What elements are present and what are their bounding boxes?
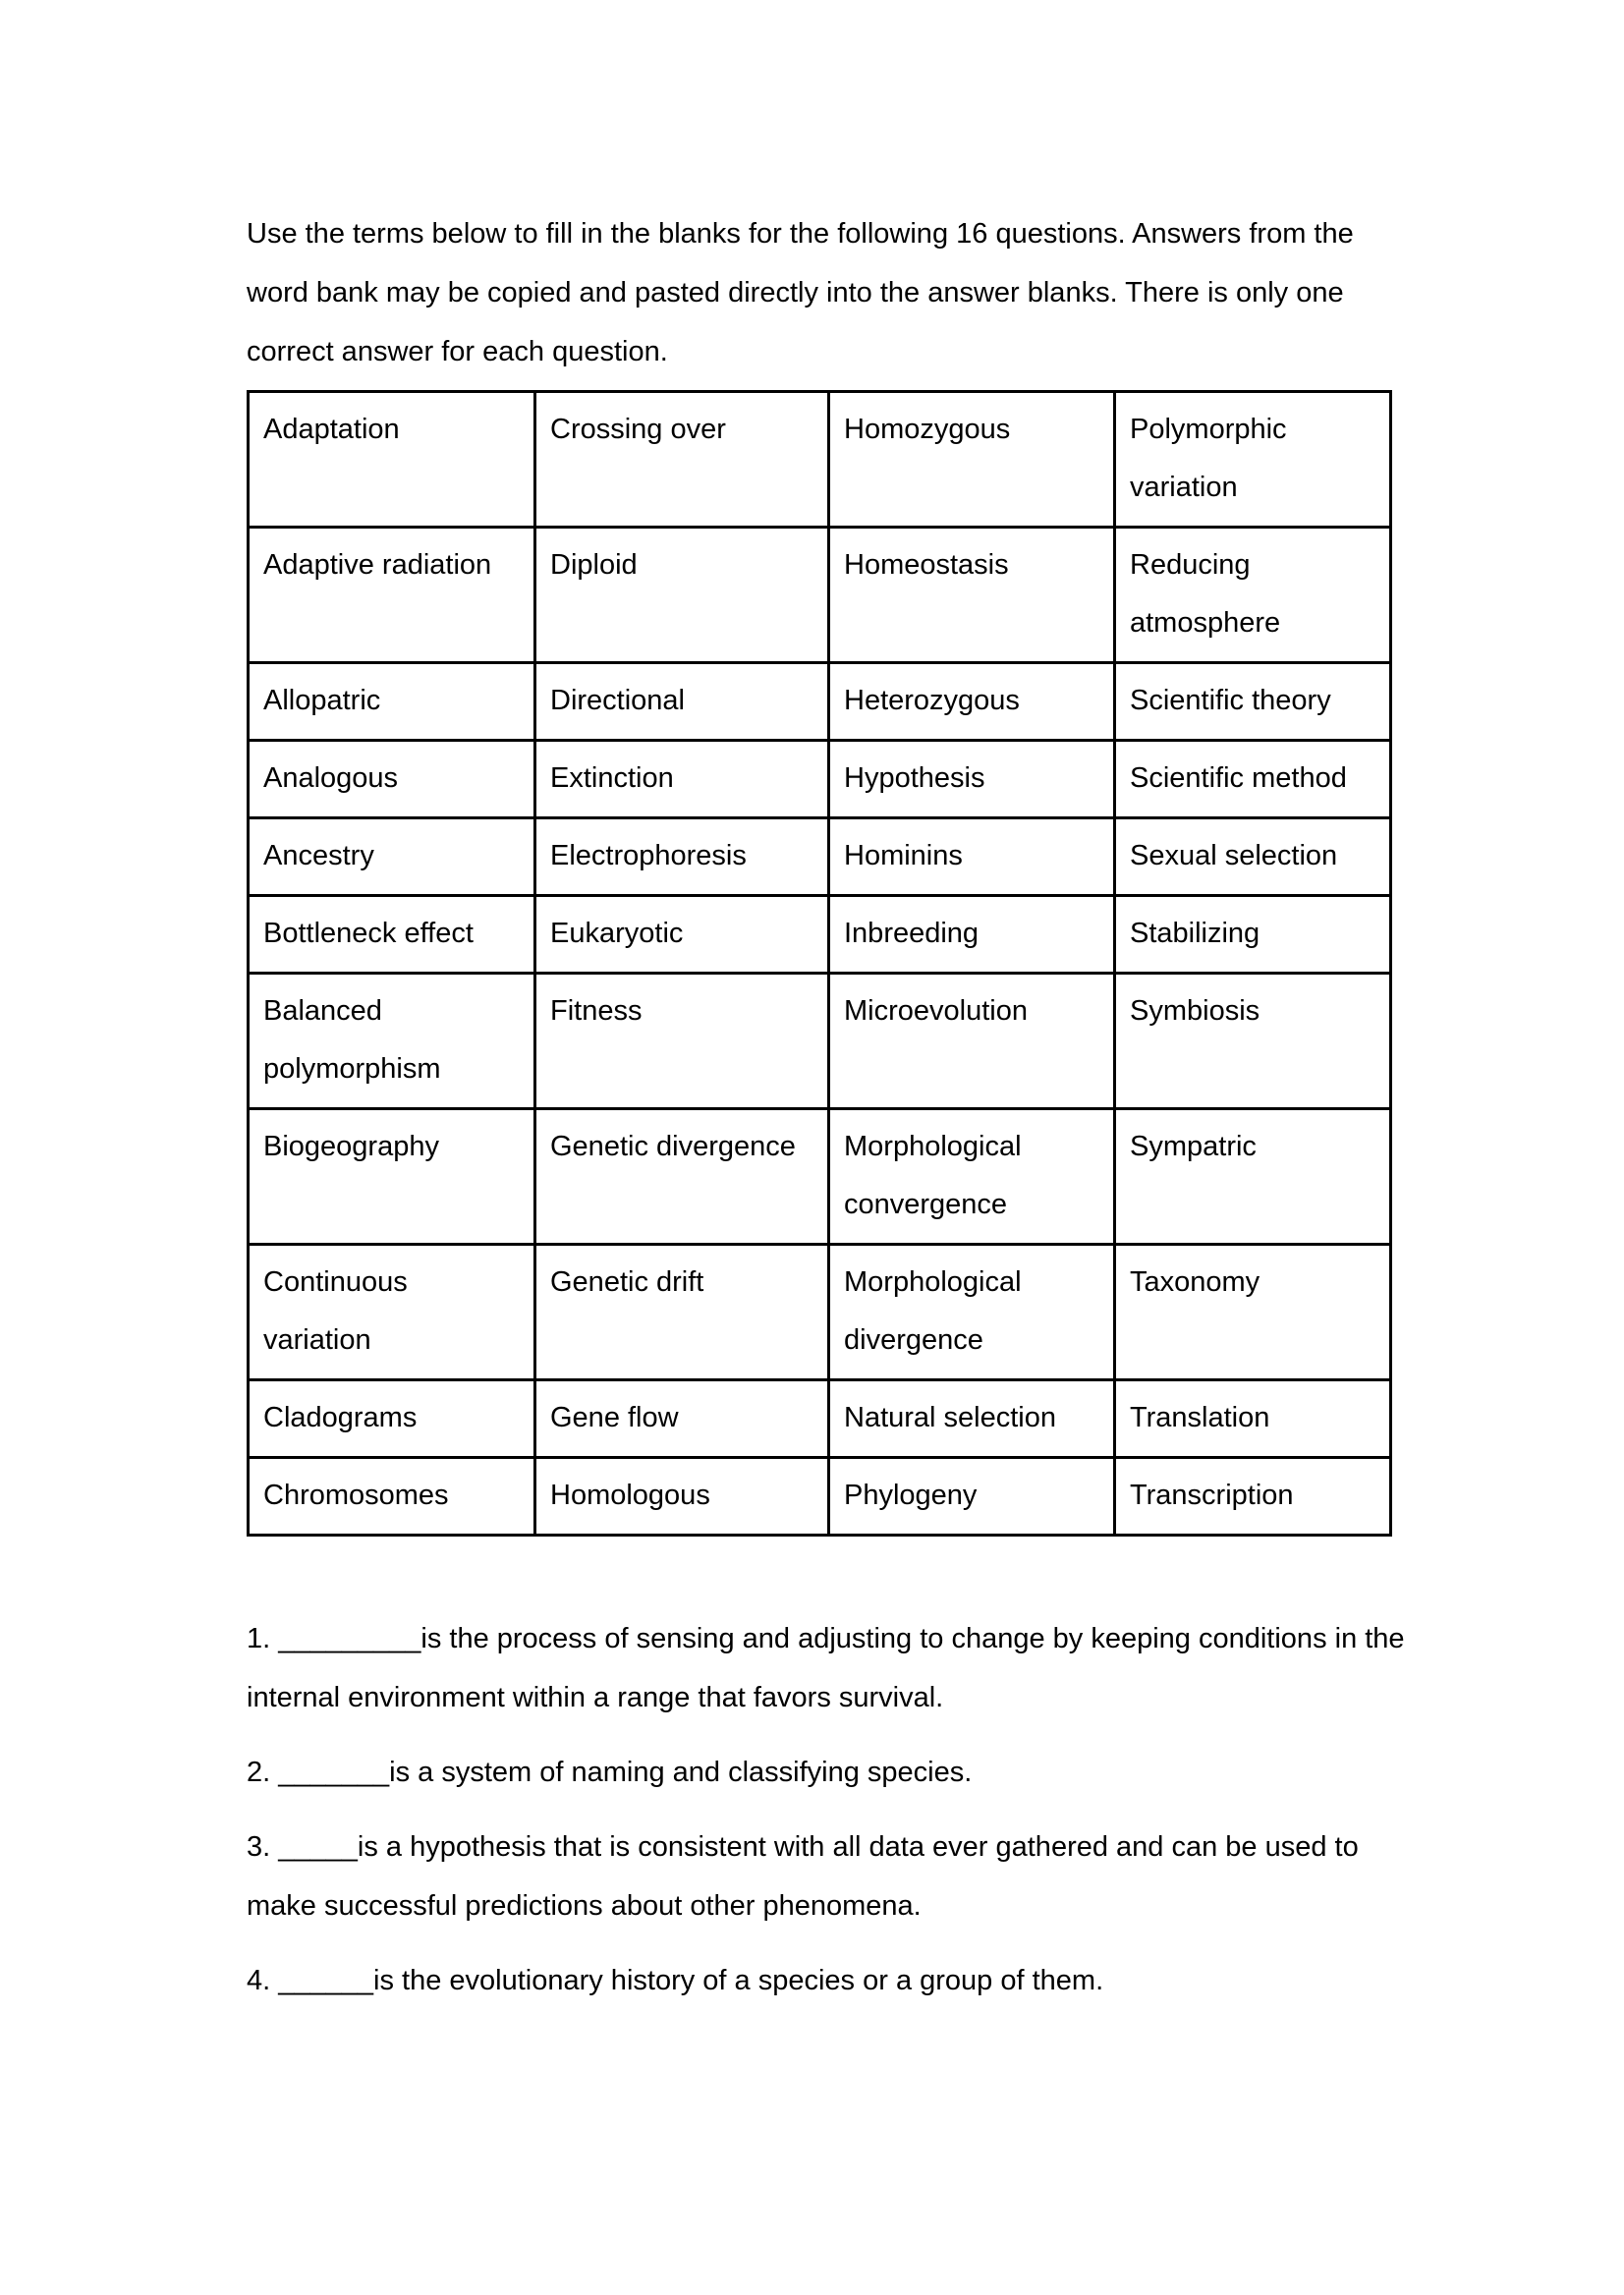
- word-bank-cell: Allopatric: [249, 663, 535, 741]
- instructions-paragraph: Use the terms below to fill in the blanks for the following 16 questions. Answers from the word bank may be copied and pasted directly into the answer blanks. There is only one correct answer for each question.: [247, 218, 1354, 367]
- question-list: [247, 1609, 1406, 2026]
- word-bank-cell: Hominins: [829, 818, 1115, 896]
- table-row: [249, 392, 1391, 528]
- word-bank-cell: Adaptation: [249, 392, 535, 528]
- question-item: 4. ______is the evolutionary history of a species or a group of them.: [247, 1965, 1104, 1996]
- table-row: [249, 1380, 1391, 1458]
- word-bank-cell: Scientific method: [1115, 741, 1391, 818]
- word-bank-cell: Natural selection: [829, 1380, 1115, 1458]
- word-bank-cell: Crossing over: [535, 392, 829, 528]
- table-row: [249, 741, 1391, 818]
- word-bank-cell: Ancestry: [249, 818, 535, 896]
- word-bank-cell: Homozygous: [829, 392, 1115, 528]
- word-bank-cell: Electrophoresis: [535, 818, 829, 896]
- word-bank-cell: Hypothesis: [829, 741, 1115, 818]
- word-bank-cell: Inbreeding: [829, 896, 1115, 974]
- question-item: 1. _________is the process of sensing and adjusting to change by keeping conditions in the internal environment within a range that favors survival.: [247, 1623, 1405, 1713]
- table-row: [249, 974, 1391, 1109]
- word-bank-cell: Taxonomy: [1115, 1245, 1391, 1380]
- table-row: [249, 818, 1391, 896]
- word-bank-cell: Genetic drift: [535, 1245, 829, 1380]
- word-bank-cell: Transcription: [1115, 1458, 1391, 1536]
- table-row: [249, 528, 1391, 663]
- word-bank-cell: Homeostasis: [829, 528, 1115, 663]
- word-bank-cell: Phylogeny: [829, 1458, 1115, 1536]
- word-bank-cell: Heterozygous: [829, 663, 1115, 741]
- word-bank-cell: Stabilizing: [1115, 896, 1391, 974]
- word-bank-cell: Directional: [535, 663, 829, 741]
- word-bank-cell: Translation: [1115, 1380, 1391, 1458]
- word-bank-cell: Eukaryotic: [535, 896, 829, 974]
- word-bank-cell: Chromosomes: [249, 1458, 535, 1536]
- word-bank-cell: Fitness: [535, 974, 829, 1109]
- word-bank-cell: Scientific theory: [1115, 663, 1391, 741]
- word-bank-cell: Morphological convergence: [829, 1109, 1115, 1245]
- table-row: [249, 896, 1391, 974]
- table-row: [249, 1109, 1391, 1245]
- table-row: [249, 1458, 1391, 1536]
- word-bank-cell: Genetic divergence: [535, 1109, 829, 1245]
- word-bank-cell: Morphological divergence: [829, 1245, 1115, 1380]
- table-row: [249, 663, 1391, 741]
- word-bank-cell: Biogeography: [249, 1109, 535, 1245]
- word-bank-cell: Symbiosis: [1115, 974, 1391, 1109]
- word-bank-cell: Gene flow: [535, 1380, 829, 1458]
- word-bank-cell: Analogous: [249, 741, 535, 818]
- word-bank-cell: Reducing atmosphere: [1115, 528, 1391, 663]
- word-bank-cell: Extinction: [535, 741, 829, 818]
- word-bank-cell: Cladograms: [249, 1380, 535, 1458]
- word-bank-cell: Adaptive radiation: [249, 528, 535, 663]
- word-bank-cell: Bottleneck effect: [249, 896, 535, 974]
- word-bank-cell: Polymorphic variation: [1115, 392, 1391, 528]
- word-bank-cell: Balanced polymorphism: [249, 974, 535, 1109]
- word-bank-cell: Sexual selection: [1115, 818, 1391, 896]
- word-bank-cell: Sympatric: [1115, 1109, 1391, 1245]
- table-row: [249, 1245, 1391, 1380]
- question-item: 3. _____is a hypothesis that is consistent with all data ever gathered and can be used to make successful predictions about other phenomena.: [247, 1831, 1359, 1922]
- word-bank-cell: Homologous: [535, 1458, 829, 1536]
- word-bank-cell: Microevolution: [829, 974, 1115, 1109]
- word-bank-cell: Diploid: [535, 528, 829, 663]
- word-bank-cell: Continuous variation: [249, 1245, 535, 1380]
- question-item: 2. _______is a system of naming and classifying species.: [247, 1757, 973, 1788]
- word-bank-table: [247, 390, 1392, 1537]
